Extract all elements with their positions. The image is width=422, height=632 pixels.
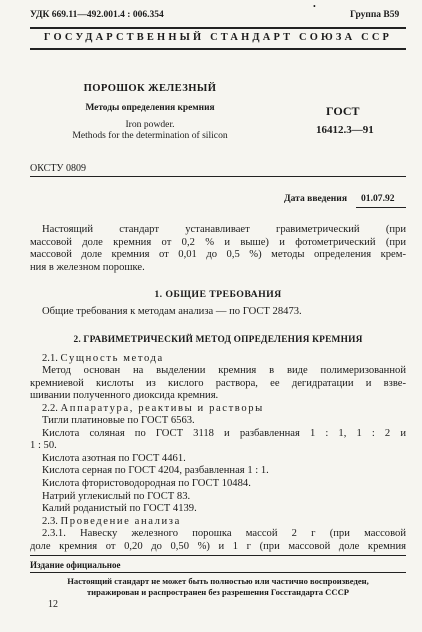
udk-code: УДК 669.11—492.001.4 : 006.354 [30,10,164,20]
subsection-title: Аппаратура, реактивы и растворы [60,403,264,414]
title-ru: ПОРОШОК ЖЕЛЕЗНЫЙ [83,83,217,94]
subsection-2-2-title [42,403,264,414]
text-line: Кислота фтористоводородная по ГОСТ 10484. [42,477,251,489]
gost-number: 16412.3—91 [316,124,374,136]
text-line: кремниевой кислоты из кислого раствора, ее дегидратации и взве- [30,377,406,389]
page-number: 12 [48,599,58,610]
state-standard-title: ГОСУДАРСТВЕННЫЙ СТАНДАРТ СОЮЗА ССР [43,32,393,43]
text-line: Кислота соляная по ГОСТ 3118 и разбавленная 1 : 1, 1 : 2 и [42,427,406,439]
intro-date-value: 01.07.92 [361,193,395,204]
subsection-title: Сущность метода [60,353,164,364]
text-line: Калий роданистый по ГОСТ 4139. [42,503,197,515]
title-en-1: Iron powder. [125,119,175,130]
okstu-rule [30,176,406,177]
intro-paragraph [30,224,406,274]
subsection-2-1-text [30,365,406,403]
bullet-mark: • [313,2,316,11]
header-rule-bottom [30,48,406,50]
header-rule-top [30,27,406,29]
subsection-2-3-1-text [30,528,406,553]
subsection-2-3-title [42,516,181,527]
intro-line: ния в железном порошке. [30,261,145,273]
text-line: Кислота серная по ГОСТ 4204, разбавленная 1 : 1. [42,465,269,477]
intro-date-underline [356,207,406,208]
section-1-heading: 1. ОБЩИЕ ТРЕБОВАНИЯ [154,289,282,300]
title-en-2: Methods for the determination of silicon [72,130,228,141]
text-line: доле кремния от 0,20 до 0,50 %) и 1 г (при массовой доле кремния [30,540,406,552]
footer-rule-top [30,555,406,556]
intro-date-label: Дата введения [284,193,348,204]
text-line: 2.3.1. Навеску железного порошка массой 2 г (при массовой [42,528,406,539]
copyright-notice-1: Настоящий стандарт не может быть полностью или частично воспроизведен, [67,576,369,586]
subsection-2-1-title [42,353,164,364]
subsection-2-2-text [30,415,406,516]
okstu-code: ОКСТУ 0809 [30,163,87,174]
copyright-notice-2: тиражирован и распространен без разрешения Госстандарта СССР [86,587,350,597]
section-1-text: Общие требования к методам анализа — по ГОСТ 28473. [42,306,302,317]
official-edition-label: Издание официальное [30,560,121,570]
gost-label: ГОСТ [326,104,360,118]
text-line: Кислота азотная по ГОСТ 4461. [42,452,186,464]
text-line: шивании полученного диоксида кремния. [30,390,219,402]
intro-line: массовой доле кремния от 0,01 до 0,5 %) методы определения крем- [30,249,406,261]
subsection-number: 2.3. [42,516,58,527]
text-line: Тигли платиновые по ГОСТ 6563. [42,415,195,426]
subsection-title: Проведение анализа [60,516,181,527]
text-line: Метод основан на выделении кремния в виде полимеризованной [42,365,406,376]
intro-line: Настоящий стандарт устанавливает гравиметрический (при [42,224,406,235]
text-line: Натрий углекислый по ГОСТ 83. [42,490,191,502]
footer-rule-middle [30,572,406,573]
subsection-number: 2.1. [42,353,58,364]
section-2-heading: 2. ГРАВИМЕТРИЧЕСКИЙ МЕТОД ОПРЕДЕЛЕНИЯ КРЕМНИЯ [73,335,363,345]
text-line: 1 : 50. [30,440,57,452]
title-ru-subtitle: Методы определения кремния [85,103,215,113]
subsection-number: 2.2. [42,403,58,414]
intro-line: массовой доле кремния от 0,2 % и выше) и фотометрический (при [30,236,406,248]
group-code: Группа В59 [350,10,400,20]
